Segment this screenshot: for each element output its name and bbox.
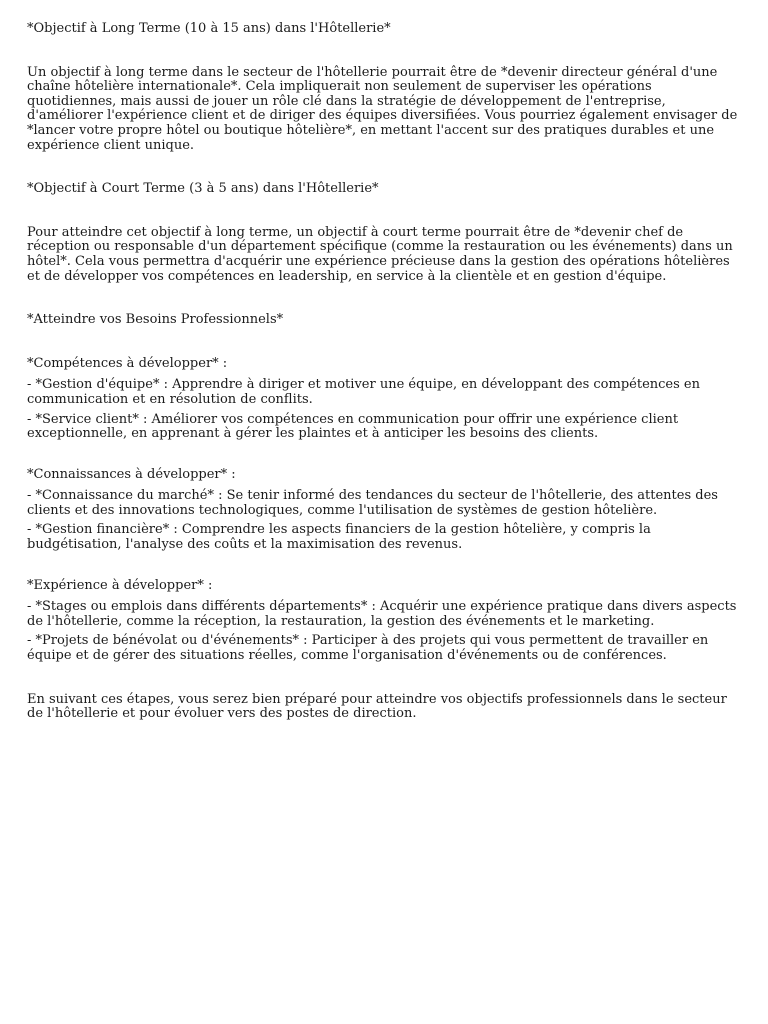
list-item: - *Gestion d'équipe* : Apprendre à diriger et motiver une équipe, en développant des compétences en communication et en résolution de conflits. <box>27 377 700 407</box>
list-item: - *Stages ou emplois dans différents départements* : Acquérir une expérience pratique dans divers aspects de l'hôtellerie, comme la réception, la restauration, la gestion des événements et le marketing. <box>27 599 737 629</box>
long-term-paragraph: Un objectif à long terme dans le secteur de l'hôtellerie pourrait être de *devenir directeur général d'une chaîne hôtelière internationale*. Cela impliquerait non seulement de superviser les opérations quotidiennes, mais aussi de jouer un rôle clé dans la stratégie de développement de l'entreprise, d'améliorer l'expérience client et de diriger des équipes diversifiées. Vous pourriez également envisager de *lancer votre propre hôtel ou boutique hôtelière*, en mettant l'accent sur des pratiques durables et une expérience client unique. <box>27 64 738 153</box>
knowledge-heading: *Connaissances à développer* : <box>27 466 236 482</box>
short-term-heading: *Objectif à Court Terme (3 à 5 ans) dans l'Hôtellerie* <box>27 181 379 197</box>
skills-heading: *Compétences à développer* : <box>27 355 228 371</box>
conclusion-paragraph: En suivant ces étapes, vous serez bien préparé pour atteindre vos objectifs professionnels dans le secteur de l'hôtellerie et pour évoluer vers des postes de direction. <box>27 691 727 722</box>
list-item: - *Service client* : Améliorer vos compétences en communication pour offrir une expérience client exceptionnelle, en apprenant à gérer les plaintes et à anticiper les besoins des clients. <box>27 411 679 442</box>
long-term-heading: *Objectif à Long Terme (10 à 15 ans) dans l'Hôtellerie* <box>27 21 391 36</box>
document-body <box>27 22 745 722</box>
list-item: - *Gestion financière* : Comprendre les aspects financiers de la gestion hôtelière, y compris la budgétisation, l'analyse des coûts et la maximisation des revenus. <box>27 522 651 553</box>
list-item: - *Projets de bénévolat ou d'événements* : Participer à des projets qui vous permettent de travailler en équipe et de gérer des situations réelles, comme l'organisation d'événements ou de conférences. <box>27 633 709 664</box>
needs-heading: *Atteindre vos Besoins Professionnels* <box>27 312 284 328</box>
list-item: - *Connaissance du marché* : Se tenir informé des tendances du secteur de l'hôtellerie, des attentes des clients et des innovations technologiques, comme l'utilisation de systèmes de gestion hôtelière. <box>27 488 718 518</box>
short-term-paragraph: Pour atteindre cet objectif à long terme, un objectif à court terme pourrait être de *devenir chef de réception ou responsable d'un département spécifique (comme la restauration ou les événements) dans un hôtel*. Cela vous permettra d'acquérir une expérience précieuse dans la gestion des opérations hôtelières et de développer vos compétences en leadership, en service à la clientèle et en gestion d'équipe. <box>27 224 733 284</box>
experience-heading: *Expérience à développer* : <box>27 577 213 593</box>
